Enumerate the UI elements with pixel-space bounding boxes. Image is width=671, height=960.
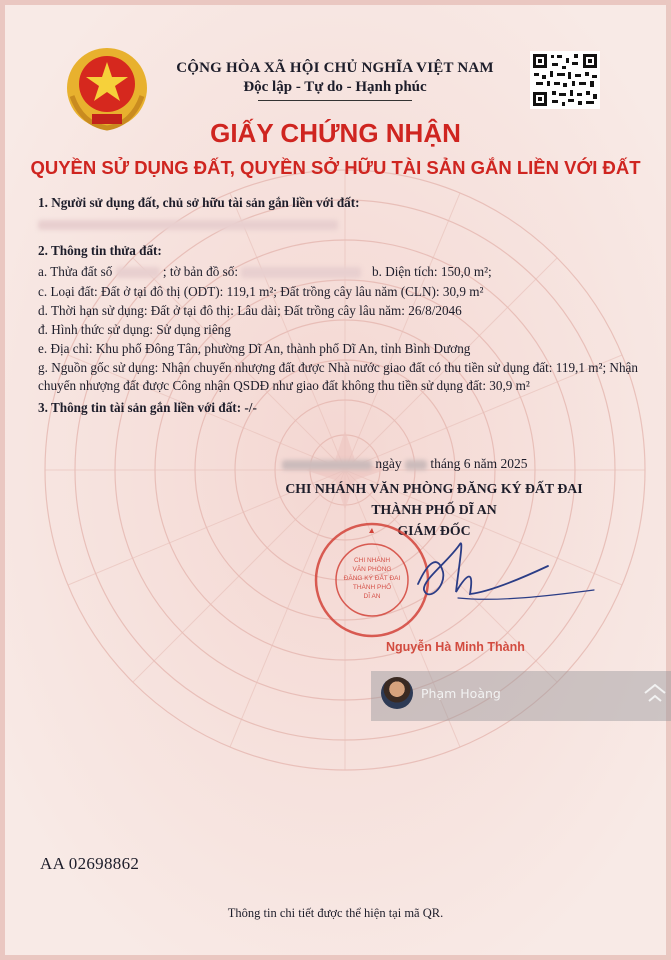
address-line: e. Địa chỉ: Khu phố Đông Tân, phường Dĩ An, thành phố Dĩ An, tỉnh Bình Dương — [38, 341, 471, 356]
date-month-label: tháng — [430, 456, 461, 471]
origin-line-2: chuyển nhượng đất được Công nhận QSDĐ như giao đất không thu tiền sử dụng đất: 30,9 m² — [38, 378, 530, 393]
signature-icon — [398, 532, 598, 622]
motto-underline — [258, 100, 412, 101]
parcel-number-label: a. Thửa đất số — [38, 264, 113, 279]
poster-watermark-bar — [371, 671, 671, 721]
section-1-heading: 1. Người sử dụng đất, chủ sở hữu tài sản gắn liền với đất: — [38, 195, 360, 210]
parcel-number-redacted — [116, 267, 160, 278]
map-sheet-redacted — [241, 267, 361, 278]
branch-line-2: THÀNH PHỐ DĨ AN — [371, 502, 497, 517]
map-sheet-label: ; tờ bản đồ số: — [162, 264, 238, 279]
date-month: 6 — [463, 456, 471, 471]
usage-form-line: đ. Hình thức sử dụng: Sử dụng riêng — [38, 322, 231, 337]
seal-text-3: ĐĂNG KÝ ĐẤT ĐAI — [343, 575, 401, 582]
seal-text-5: DĨ AN — [363, 593, 381, 600]
day-redacted — [405, 460, 427, 470]
signer-name: Nguyễn Hà Minh Thành — [386, 640, 525, 654]
place-redacted — [282, 460, 372, 470]
nation-name: CỘNG HÒA XÃ HỘI CHỦ NGHĨA VIỆT NAM — [176, 60, 494, 76]
national-motto: Độc lập - Tự do - Hạnh phúc — [243, 79, 427, 95]
poster-name[interactable]: Phạm Hoàng — [421, 686, 501, 701]
certificate-title: GIẤY CHỨNG NHẬN — [210, 118, 461, 148]
serial-number: AA 02698862 — [40, 854, 140, 873]
land-type-line: c. Loại đất: Đất ở tại đô thị (ODT): 119,1 m²; Đất trồng cây lâu năm (CLN): 30,9 m² — [38, 284, 484, 299]
signer-position: GIÁM ĐỐC — [397, 523, 471, 538]
origin-line-1: g. Nguồn gốc sử dụng: Nhận chuyển nhượng đất được Nhà nước giao đất có thu tiền sử dụng đất: 119,1 m²; Nhận — [38, 360, 638, 375]
date-day-label: ngày — [375, 456, 402, 471]
seal-text-1: CHI NHÁNH — [353, 557, 391, 564]
issue-date — [282, 456, 528, 472]
branch-line-1: CHI NHÁNH VĂN PHÒNG ĐĂNG KÝ ĐẤT ĐAI — [285, 481, 583, 496]
poster-avatar[interactable] — [381, 677, 413, 709]
usage-term-line: d. Thời hạn sử dụng: Đất ở tại đô thị: Lâu dài; Đất trồng cây lâu năm: 26/8/2046 — [38, 303, 462, 318]
house-logo-icon — [644, 684, 666, 702]
qr-code-icon — [530, 51, 600, 109]
section-3-heading: 3. Thông tin tài sản gắn liền với đất: -/- — [38, 400, 257, 415]
section-2-heading: 2. Thông tin thửa đất: — [38, 243, 162, 258]
redaction-blur — [38, 220, 338, 230]
parcel-number-line — [38, 264, 361, 280]
qr-footer-note: Thông tin chi tiết được thể hiện tại mã QR. — [227, 906, 444, 920]
date-year: năm 2025 — [473, 456, 528, 471]
certificate-subtitle: QUYỀN SỬ DỤNG ĐẤT, QUYỀN SỞ HỮU TÀI SẢN GẮN LIỀN VỚI ĐẤT — [30, 157, 641, 178]
seal-text-2: VĂN PHÒNG — [352, 566, 392, 573]
area-line: b. Diện tích: 150,0 m²; — [372, 264, 492, 279]
seal-text-4: THÀNH PHỐ — [352, 584, 392, 591]
owner-redacted — [38, 216, 338, 232]
